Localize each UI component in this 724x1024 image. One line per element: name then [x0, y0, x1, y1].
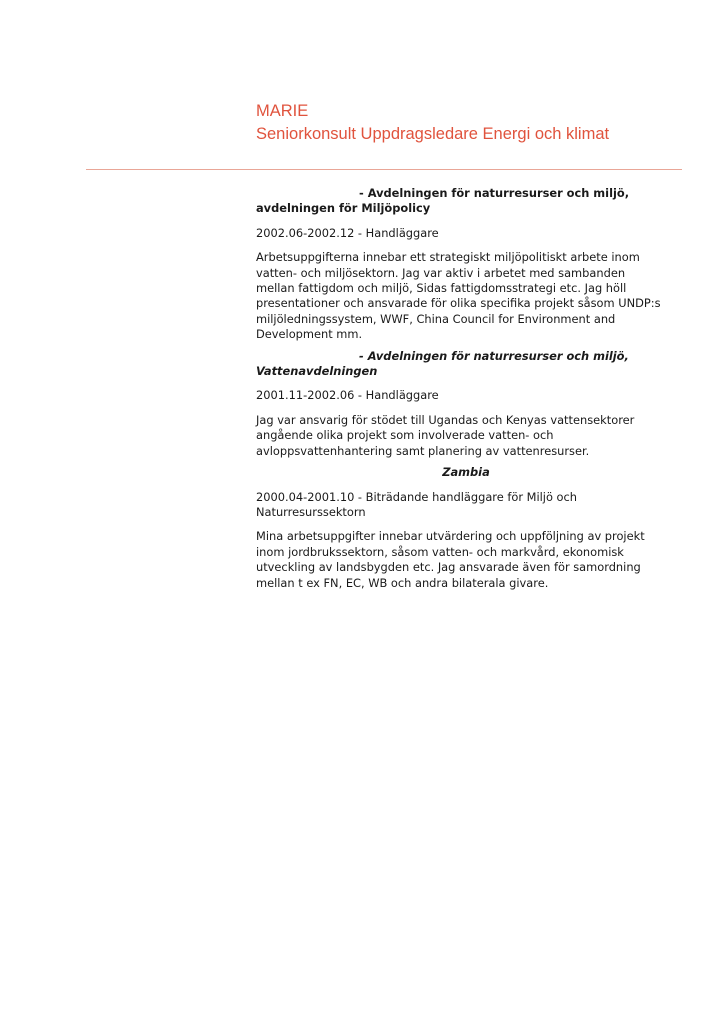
- person-name: MARIE: [256, 102, 309, 120]
- header-divider: [86, 169, 682, 170]
- section-period-line2: Naturresurssektorn: [256, 504, 366, 519]
- description-line: mellan fattigdom och miljö, Sidas fattigdomsstrategi etc. Jag höll: [256, 281, 627, 296]
- section-heading-line2: avdelningen för Miljöpolicy: [256, 201, 431, 216]
- description-line: mellan t ex FN, EC, WB och andra bilaterala givare.: [256, 575, 549, 590]
- section-heading: [256, 186, 676, 217]
- description-line: Mina arbetsuppgifter innebar utvärdering och uppföljning av projekt: [256, 529, 645, 544]
- description-line: avloppsvattenhantering samt planering av vattenresurser.: [256, 443, 590, 458]
- experience-section-3: [256, 465, 676, 591]
- description-line: inom jordbrukssektorn, såsom vatten- och markvård, ekonomisk: [256, 544, 624, 559]
- section-period: [256, 490, 676, 521]
- section-heading-line1: - Avdelningen för naturresurser och miljö,: [359, 348, 629, 363]
- section-description: [256, 529, 676, 591]
- description-line: Development mm.: [256, 327, 363, 342]
- section-description: [256, 413, 676, 459]
- description-line: Arbetsuppgifterna innebar ett strategiskt miljöpolitiskt arbete inom: [256, 250, 640, 265]
- section-heading-line1: Zambia: [442, 465, 490, 480]
- section-heading: [256, 349, 676, 380]
- description-line: miljöledningssystem, WWF, China Council for Environment and: [256, 311, 616, 326]
- section-heading-line1: - Avdelningen för naturresurser och miljö,: [359, 186, 630, 200]
- experience-section-1: [256, 186, 676, 343]
- section-heading: [256, 465, 676, 480]
- experience-section-2: [256, 349, 676, 459]
- description-line: Jag var ansvarig för stödet till Ugandas och Kenyas vattensektorer: [256, 412, 635, 427]
- section-heading-line2: Vattenavdelningen: [256, 364, 378, 379]
- description-line: angående olika projekt som involverade vatten- och: [256, 428, 554, 443]
- section-description: [256, 250, 676, 342]
- description-line: utveckling av landsbygden etc. Jag ansvarade även för samordning: [256, 560, 641, 575]
- description-line: vatten- och miljösektorn. Jag var aktiv i arbetet med sambanden: [256, 265, 626, 280]
- cv-content: [256, 186, 676, 591]
- section-period: 2001.11-2002.06 - Handläggare: [256, 388, 439, 403]
- section-period-line1: 2000.04-2001.10 - Biträdande handläggare för Miljö och: [256, 489, 578, 504]
- cv-header: [256, 100, 609, 145]
- person-title: Seniorkonsult Uppdragsledare Energi och klimat: [256, 125, 610, 143]
- description-line: presentationer och ansvarade för olika specifika projekt såsom UNDP:s: [256, 296, 661, 311]
- section-period: 2002.06-2002.12 - Handläggare: [256, 225, 439, 240]
